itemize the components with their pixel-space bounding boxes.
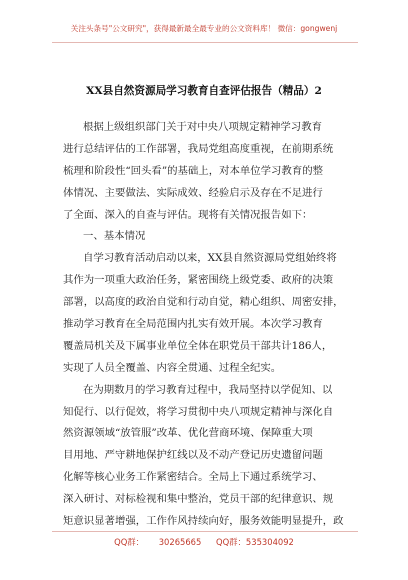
body-line: 矩意识显著增强，工作作风持续向好，服务效能明显提升，政	[63, 515, 344, 528]
body-line: 进行总结评估的工作部署，我局党组高度重视，在前期系统	[63, 142, 334, 155]
body-line: 根据上级组织部门关于对中央八项规定精神学习教育	[83, 121, 322, 133]
document-title: XX县自然资源局学习教育自查评估报告（精品）2	[86, 85, 322, 97]
body-line: 覆盖局机关及下属事业单位全体在职党员干部共计186人，	[63, 339, 333, 352]
body-line: 知促行、以行促效，将学习贯彻中央八项规定精神与深化自	[63, 405, 334, 418]
body-line: 化解等核心业务工作紧密结合。全局上下通过系统学习、	[63, 471, 323, 484]
header-note: 关注头条号"公文研究"，获得最新最全最专业的公文资料库！ 微信：gongwenj	[70, 24, 338, 33]
body-line: 部署，以高度的政治自觉和行动自觉，精心组织、周密安排，	[63, 296, 344, 309]
body-line: 然资源领域“放管服”改革、优化营商环境、保障重大项	[63, 427, 313, 440]
body-line: 了全面、深入的自查与评估。现将有关情况报告如下：	[63, 208, 313, 221]
body-line: 目用地、严守耕地保护红线以及不动产登记历史遗留问题	[63, 449, 323, 462]
footer-divider	[52, 531, 358, 532]
body-line: 实现了人员全覆盖、内容全贯通、过程全纪实。	[63, 361, 282, 374]
body-line: 体情况、主要做法、实际成效、经验启示及存在不足进行	[63, 186, 323, 199]
body-line: 其作为一项重大政治任务，紧密围绕上级党委、政府的决策	[63, 274, 334, 287]
document-body	[63, 117, 353, 533]
body-line: 自学习教育活动启动以来，XX县自然资源局党组始终将	[83, 252, 337, 265]
section-heading: 一、基本情况	[83, 230, 146, 243]
body-line: 推动学习教育在全局范围内扎实有效开展。本次学习教育	[63, 318, 323, 331]
footer-note: QQ群： 30265665 QQ群：535304092	[114, 537, 294, 547]
body-line: 梳理和阶段性“回头看”的基础上，对本单位学习教育的整	[63, 164, 323, 177]
header-divider	[52, 42, 358, 43]
body-line: 在为期数月的学习教育过程中，我局坚持以学促知、以	[83, 383, 333, 396]
body-line: 深入研讨、对标检视和集中整治，党员干部的纪律意识、规	[63, 493, 334, 506]
